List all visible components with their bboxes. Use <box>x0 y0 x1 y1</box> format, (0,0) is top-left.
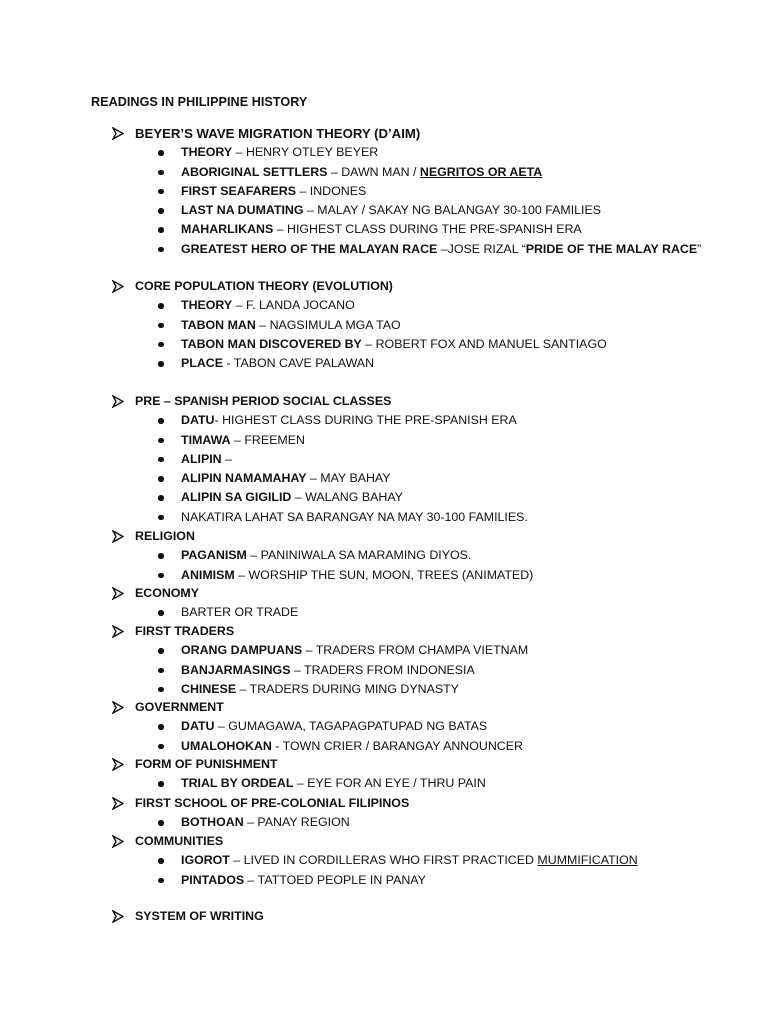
section-religion <box>0 527 768 585</box>
list-item: UMALOHOKAN - TOWN CRIER / BARANGAY ANNOUNCER <box>0 737 768 756</box>
section-heading: ECONOMY <box>135 586 200 600</box>
arrow-bullet-icon <box>112 758 124 771</box>
list-item: MAHARLIKANS – HIGHEST CLASS DURING THE PRE-SPANISH ERA <box>0 220 768 239</box>
arrow-bullet-icon <box>112 701 124 714</box>
bullet-dot-icon <box>158 687 164 693</box>
bullet-dot-icon <box>158 878 164 884</box>
section-heading: COMMUNITIES <box>135 834 224 848</box>
section-first-traders <box>0 622 768 699</box>
arrow-bullet-icon <box>112 797 124 810</box>
bullet-dot-icon <box>158 573 164 579</box>
list-item: DATU – GUMAGAWA, TAGAPAGPATUPAD NG BATAS <box>0 717 768 736</box>
section-social-classes <box>0 392 768 527</box>
bullet-dot-icon <box>158 247 164 253</box>
arrow-bullet-icon <box>112 530 124 543</box>
list-item: BARTER OR TRADE <box>0 603 768 622</box>
list-item: PINTADOS – TATTOED PEOPLE IN PANAY <box>0 871 768 890</box>
bullet-dot-icon <box>158 418 164 424</box>
list-item: ALIPIN – <box>0 450 768 469</box>
section-core-population <box>0 277 768 373</box>
section-heading: PRE – SPANISH PERIOD SOCIAL CLASSES <box>135 394 392 408</box>
list-item: GREATEST HERO OF THE MALAYAN RACE –JOSE RIZAL “PRIDE OF THE MALAY RACE” <box>0 240 768 259</box>
list-item: BOTHOAN – PANAY REGION <box>0 813 768 832</box>
bullet-list <box>0 717 768 756</box>
bullet-dot-icon <box>158 303 164 309</box>
list-item: THEORY – HENRY OTLEY BEYER <box>0 143 768 162</box>
section-beyer-theory <box>0 124 768 259</box>
bullet-list <box>0 641 768 699</box>
bullet-dot-icon <box>158 323 164 329</box>
arrow-bullet-icon <box>112 910 124 923</box>
bullet-dot-icon <box>158 342 164 348</box>
section-communities <box>0 832 768 890</box>
list-item: ANIMISM – WORSHIP THE SUN, MOON, TREES (ANIMATED) <box>0 566 768 585</box>
bullet-dot-icon <box>158 744 164 750</box>
list-item: THEORY – F. LANDA JOCANO <box>0 296 768 315</box>
list-item: PLACE - TABON CAVE PALAWAN <box>0 354 768 373</box>
section-government <box>0 698 768 756</box>
list-item: CHINESE – TRADERS DURING MING DYNASTY <box>0 680 768 699</box>
list-item: ALIPIN SA GIGILID – WALANG BAHAY <box>0 488 768 507</box>
bullet-list <box>0 813 768 832</box>
list-item: LAST NA DUMATING – MALAY / SAKAY NG BALANGAY 30-100 FAMILIES <box>0 201 768 220</box>
bullet-dot-icon <box>158 150 164 156</box>
list-item: ORANG DAMPUANS – TRADERS FROM CHAMPA VIETNAM <box>0 641 768 660</box>
list-item: TABON MAN – NAGSIMULA MGA TAO <box>0 316 768 335</box>
bullet-list <box>0 603 768 622</box>
bullet-dot-icon <box>158 170 164 176</box>
section-heading: FIRST SCHOOL OF PRE-COLONIAL FILIPINOS <box>135 796 410 810</box>
list-item: TABON MAN DISCOVERED BY – ROBERT FOX AND MANUEL SANTIAGO <box>0 335 768 354</box>
section-heading: SYSTEM OF WRITING <box>135 909 264 923</box>
section-heading: FIRST TRADERS <box>135 624 235 638</box>
bullet-dot-icon <box>158 648 164 654</box>
list-item: ALIPIN NAMAMAHAY – MAY BAHAY <box>0 469 768 488</box>
section-heading: GOVERNMENT <box>135 700 224 714</box>
section-punishment <box>0 755 768 794</box>
bullet-list <box>0 774 768 793</box>
bullet-dot-icon <box>158 476 164 482</box>
section-system-of-writing <box>0 907 768 926</box>
list-item: TIMAWA – FREEMEN <box>0 431 768 450</box>
section-heading: CORE POPULATION THEORY (EVOLUTION) <box>135 279 393 293</box>
section-economy <box>0 584 768 623</box>
section-first-school <box>0 794 768 833</box>
bullet-dot-icon <box>158 515 164 521</box>
bullet-dot-icon <box>158 724 164 730</box>
bullet-dot-icon <box>158 820 164 826</box>
arrow-bullet-icon <box>112 127 124 140</box>
bullet-dot-icon <box>158 495 164 501</box>
bullet-list <box>0 851 768 890</box>
bullet-dot-icon <box>158 781 164 787</box>
bullet-dot-icon <box>158 438 164 444</box>
bullet-dot-icon <box>158 208 164 214</box>
bullet-dot-icon <box>158 457 164 463</box>
list-item: TRIAL BY ORDEAL – EYE FOR AN EYE / THRU PAIN <box>0 774 768 793</box>
bullet-list <box>0 296 768 373</box>
section-heading: BEYER’S WAVE MIGRATION THEORY (D’AIM) <box>135 126 421 141</box>
bullet-dot-icon <box>158 858 164 864</box>
bullet-dot-icon <box>158 553 164 559</box>
list-item: DATU- HIGHEST CLASS DURING THE PRE-SPANISH ERA <box>0 411 768 430</box>
list-item: BANJARMASINGS – TRADERS FROM INDONESIA <box>0 661 768 680</box>
arrow-bullet-icon <box>112 835 124 848</box>
arrow-bullet-icon <box>112 625 124 638</box>
list-item: PAGANISM – PANINIWALA SA MARAMING DIYOS. <box>0 546 768 565</box>
list-item: ABORIGINAL SETTLERS – DAWN MAN / NEGRITOS OR AETA <box>0 163 768 182</box>
list-item: NAKATIRA LAHAT SA BARANGAY NA MAY 30-100 FAMILIES. <box>0 508 768 527</box>
bullet-dot-icon <box>158 227 164 233</box>
bullet-list <box>0 411 768 527</box>
bullet-dot-icon <box>158 668 164 674</box>
bullet-list <box>0 143 768 259</box>
section-heading: RELIGION <box>135 529 195 543</box>
list-item: IGOROT – LIVED IN CORDILLERAS WHO FIRST PRACTICED MUMMIFICATION <box>0 851 768 870</box>
arrow-bullet-icon <box>112 587 124 600</box>
section-heading: FORM OF PUNISHMENT <box>135 757 278 771</box>
arrow-bullet-icon <box>112 280 124 293</box>
bullet-dot-icon <box>158 361 164 367</box>
document-title: READINGS IN PHILIPPINE HISTORY <box>91 95 308 109</box>
bullet-dot-icon <box>158 610 164 616</box>
bullet-dot-icon <box>158 189 164 195</box>
bullet-list <box>0 546 768 585</box>
list-item: FIRST SEAFARERS – INDONES <box>0 182 768 201</box>
arrow-bullet-icon <box>112 395 124 408</box>
